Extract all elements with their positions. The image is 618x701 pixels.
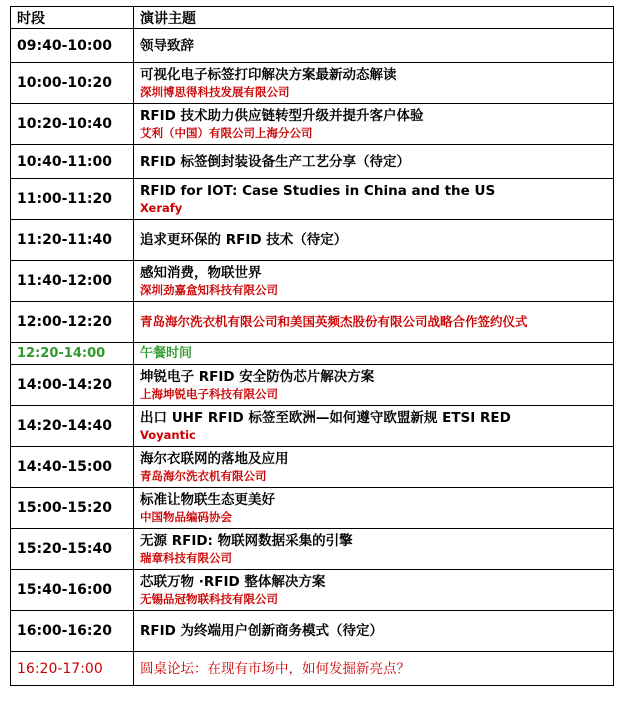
table-row [11, 145, 614, 179]
topic-title: 感知消费，物联世界 [140, 265, 262, 281]
topic-cell [134, 220, 614, 261]
table-row [11, 611, 614, 652]
topic-cell [134, 570, 614, 611]
topic-speaker: 艾利（中国）有限公司上海分公司 [140, 126, 313, 140]
topic-speaker: Voyantic [140, 428, 196, 442]
table-row [11, 652, 614, 686]
topic-speaker: Xerafy [140, 201, 183, 215]
topic-speaker: 瑞章科技有限公司 [140, 551, 232, 565]
table-row [11, 406, 614, 447]
header-topic: 演讲主题 [134, 7, 614, 29]
time-cell: 10:00-10:20 [11, 63, 134, 104]
time-cell: 11:00-11:20 [11, 179, 134, 220]
table-row [11, 63, 614, 104]
table-row [11, 220, 614, 261]
topic-cell [134, 611, 614, 652]
time-cell: 15:00-15:20 [11, 488, 134, 529]
topic-title: 标准让物联生态更美好 [140, 492, 275, 508]
topic-cell [134, 529, 614, 570]
topic-speaker: 上海坤锐电子科技有限公司 [140, 387, 278, 401]
table-row [11, 343, 614, 365]
topic-cell [134, 447, 614, 488]
time-cell: 14:40-15:00 [11, 447, 134, 488]
topic-title: 芯联万物 ·RFID 整体解决方案 [140, 574, 326, 590]
time-cell: 15:40-16:00 [11, 570, 134, 611]
topic-title: RFID for IOT: Case Studies in China and the US [140, 183, 496, 199]
table-row [11, 570, 614, 611]
table-row [11, 104, 614, 145]
topic-title: 可视化电子标签打印解决方案最新动态解读 [140, 67, 397, 83]
topic-title: 圆桌论坛：在现有市场中，如何发掘新亮点？ [140, 660, 410, 677]
time-cell: 12:00-12:20 [11, 302, 134, 343]
topic-cell [134, 104, 614, 145]
time-cell: 16:20-17:00 [11, 652, 134, 686]
topic-cell [134, 365, 614, 406]
time-cell: 09:40-10:00 [11, 29, 134, 63]
time-cell: 14:20-14:40 [11, 406, 134, 447]
topic-title: 午餐时间 [140, 345, 193, 361]
topic-cell [134, 343, 614, 365]
topic-cell [134, 63, 614, 104]
topic-title: 海尔衣联网的落地及应用 [140, 451, 289, 467]
topic-speaker: 青岛海尔洗衣机有限公司 [140, 469, 267, 483]
topic-title: 领导致辞 [140, 37, 194, 54]
topic-title: RFID 标签倒封装设备生产工艺分享（待定） [140, 153, 411, 170]
topic-title: 无源 RFID: 物联网数据采集的引擎 [140, 533, 353, 549]
topic-title: RFID 技术助力供应链转型升级并提升客户体验 [140, 108, 424, 124]
table-row [11, 29, 614, 63]
topic-title: 青岛海尔洗衣机有限公司和美国英频杰股份有限公司战略合作签约仪式 [140, 314, 528, 329]
time-cell: 14:00-14:20 [11, 365, 134, 406]
time-cell: 16:00-16:20 [11, 611, 134, 652]
topic-cell [134, 652, 614, 686]
topic-title: RFID 为终端用户创新商务模式（待定） [140, 623, 384, 639]
table-row [11, 447, 614, 488]
topic-cell [134, 179, 614, 220]
topic-cell [134, 488, 614, 529]
topic-speaker: 中国物品编码协会 [140, 510, 232, 524]
table-row [11, 365, 614, 406]
topic-title: 坤锐电子 RFID 安全防伪芯片解决方案 [140, 369, 375, 385]
topic-cell [134, 261, 614, 302]
topic-cell [134, 145, 614, 179]
time-cell: 15:20-15:40 [11, 529, 134, 570]
table-row [11, 261, 614, 302]
topic-speaker: 无锡品冠物联科技有限公司 [140, 592, 278, 606]
topic-speaker: 深圳博思得科技发展有限公司 [140, 85, 290, 99]
table-row [11, 488, 614, 529]
table-row [11, 529, 614, 570]
time-cell: 11:40-12:00 [11, 261, 134, 302]
table-row [11, 302, 614, 343]
table-row [11, 179, 614, 220]
topic-cell [134, 406, 614, 447]
header-time: 时段 [11, 7, 134, 29]
time-cell: 10:40-11:00 [11, 145, 134, 179]
topic-title: 追求更环保的 RFID 技术（待定） [140, 232, 348, 248]
header-row [11, 7, 614, 29]
topic-title: 出口 UHF RFID 标签至欧洲—如何遵守欧盟新规 ETSI RED [140, 410, 511, 426]
topic-cell [134, 302, 614, 343]
time-cell: 12:20-14:00 [11, 343, 134, 365]
topic-speaker: 深圳劲嘉盒知科技有限公司 [140, 283, 278, 297]
topic-cell [134, 29, 614, 63]
time-cell: 10:20-10:40 [11, 104, 134, 145]
agenda-table [10, 6, 614, 686]
time-cell: 11:20-11:40 [11, 220, 134, 261]
